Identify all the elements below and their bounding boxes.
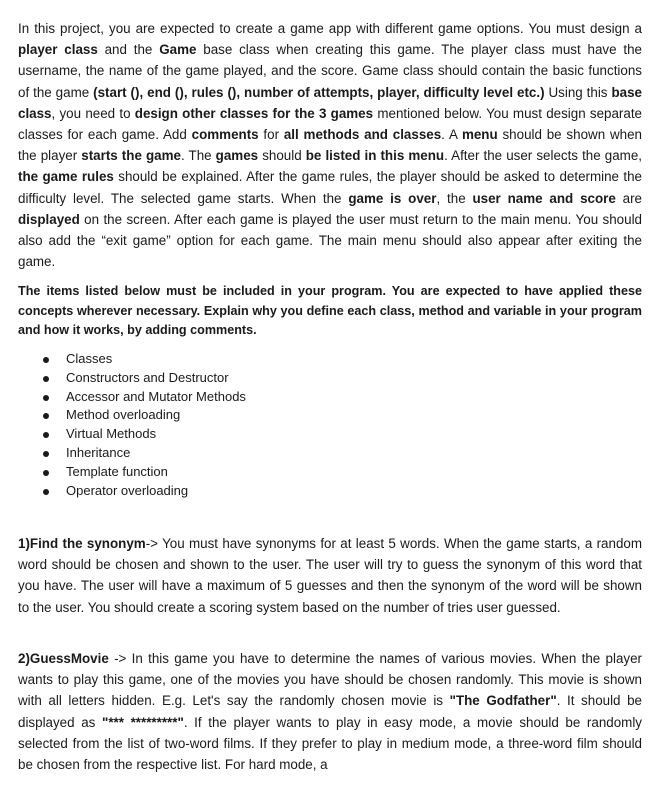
game2-title: 2)GuessMovie [18, 651, 109, 666]
required-items-list [40, 350, 246, 500]
list-item: Constructors and Destructor [40, 369, 246, 388]
bullet-icon [43, 489, 49, 495]
bullet-icon [43, 395, 49, 401]
intro-paragraph: In this project, you are expected to create a game app with different game options. You must design a player class and the Game base class when creating this game. The player class must have the username, the name of the game played, and the score. Game class should contain the basic functions of the game (start (), end (), rules (), number of attempts, player, difficulty level etc.) Using this base class, you need to design other classes for the 3 games mentioned below. You must design separate classes for each game. Add comments for all methods and classes. A menu should be shown when the player starts the game. The games should be listed in this menu. After the user selects the game, the game rules should be explained. After the game rules, the player should be asked to determine the difficulty level. The selected game starts. When the game is over, the user name and score are displayed on the screen. After each game is played the user must return to the main menu. You should also add the “exit game” option for each game. The main menu should also appear after exiting the game. [18, 21, 643, 270]
bullet-icon [43, 432, 49, 438]
list-item: Operator overloading [40, 482, 246, 501]
bullet-icon [43, 470, 49, 476]
bullet-icon [43, 376, 49, 382]
game1-title: 1)Find the synonym [18, 536, 146, 551]
bullet-icon [43, 413, 49, 419]
list-item: Accessor and Mutator Methods [40, 388, 246, 407]
requirements-note: The items listed below must be included in your program. You are expected to have applied these concepts wherever necessary. Explain why you define each class, method and variable in your program and how it works, by adding comments. [18, 284, 642, 338]
list-item: Virtual Methods [40, 425, 246, 444]
game2-paragraph: 2)GuessMovie -> In this game you have to determine the names of various movies. When the player wants to play this game, one of the movies you have should be chosen randomly. This movie is shown with all letters hidden. E.g. Let's say the randomly chosen movie is "The Godfather". It should be displayed as "*** *********". If the player wants to play in easy mode, a movie should be randomly selected from the list of two-word films. If they prefer to play in medium mode, a three-word film should be chosen from the respective list. For hard mode, a [18, 651, 643, 773]
bullet-icon [43, 357, 49, 363]
game1-paragraph: 1)Find the synonym-> You must have synonyms for at least 5 words. When the game starts, a random word should be chosen and shown to the user. The user will try to guess the synonym of this word that you have. The user will have a maximum of 5 guesses and then the synonym of the word will be shown to the user. You should create a scoring system based on the number of tries user guessed. [18, 536, 642, 615]
list-item: Classes [40, 350, 246, 369]
list-item: Inheritance [40, 444, 246, 463]
bullet-icon [43, 451, 49, 457]
list-item: Template function [40, 463, 246, 482]
list-item: Method overloading [40, 406, 246, 425]
